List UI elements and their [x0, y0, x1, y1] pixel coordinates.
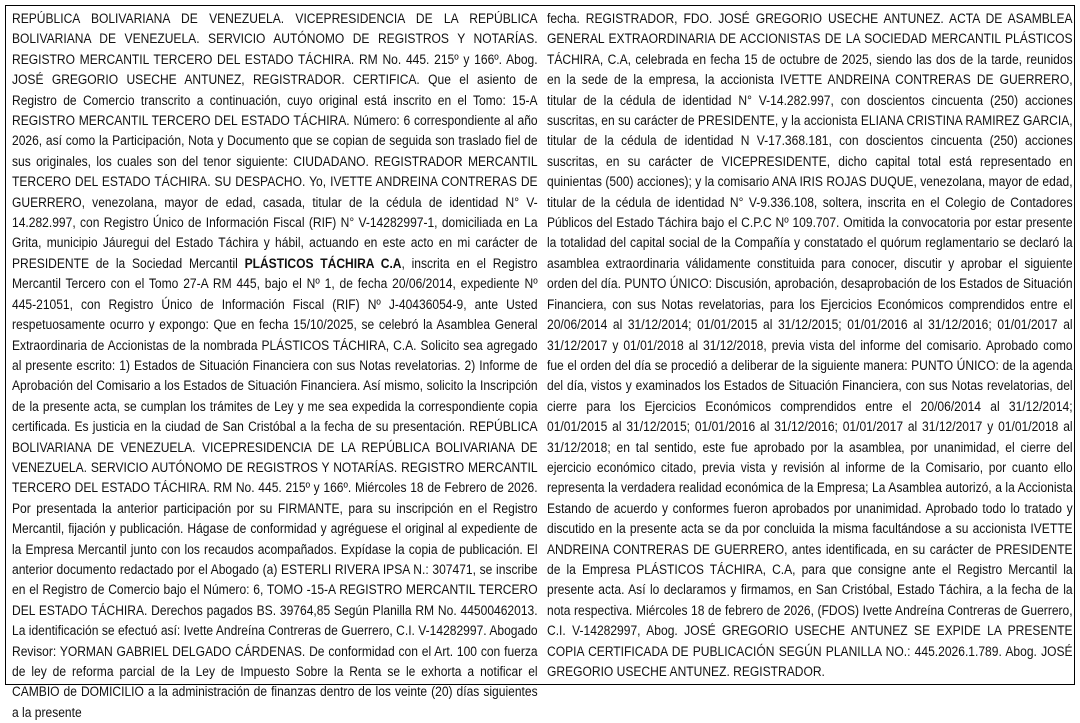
notice-right-column — [547, 9, 1073, 681]
left-column-paragraph — [12, 9, 538, 723]
left-text-part1: REPÚBLICA BOLIVARIANA DE VENEZUELA. VICEPRESIDENCIA DE LA REPÚBLICA BOLIVARIANA DE VENEZUELA. SERVICIO AUTÓNOMO DE REGISTROS Y NOTARÍAS. REGISTRO MERCANTIL TERCERO DEL ESTADO TÁCHIRA. RM No. 445. 215º y 166º. Abog. JOSÉ GREGORIO USECHE ANTUNEZ, REGISTRADOR. CERTIFICA. Que el asiento de Registro de Comercio transcrito a continuación, cuyo original está inscrito en el Tomo: 15-A REGISTRO MERCANTIL TERCERO DEL ESTADO TÁCHIRA. Número: 6 correspondiente al año 2026, así como la Participación, Nota y Documento que se copian de seguida son traslado fiel de sus originales, los cuales son del tenor siguiente: CIUDADANO. REGISTRADOR MERCANTIL TERCERO DEL ESTADO TÁCHIRA. SU DESPACHO. Yo, IVETTE ANDREINA CONTRERAS DE GUERRERO, venezolana, mayor de edad, casada, titular de la cédula de identidad N° V-14.282.997, con Registro Único de Información Fiscal (RIF) N° V-14282997-1, domiciliada en La Grita, municipio Jáuregui del Estado Táchira y hábil, actuando en este acto en mi carácter de PRESIDENTE de la Sociedad Mercantil — [12, 11, 538, 271]
notice-left-column — [12, 9, 538, 720]
legal-notice — [5, 5, 1075, 720]
company-name-bold: PLÁSTICOS TÁCHIRA C.A — [244, 255, 402, 271]
left-text-part2: , inscrita en el Registro Mercantil Tercero con el Tomo 27-A RM 445, bajo el Nº 1, de fecha 20/06/2014, expediente Nº 445-21051, con Registro Único de Información Fiscal (RIF) Nº J-40436054-9, ante Usted respetuosamente ocurro y expongo: Que en fecha 15/10/2025, se celebró la Asamblea General Extraordinaria de Accionistas de la nombrada PLÁSTICOS TÁCHIRA, C.A. Solicito sea agregado al presente escrito: 1) Estados de Situación Financiera con sus Notas revelatorias. 2) Informe de Aprobación del Comisario a los Estados de Situación Financiera. Así mismo, solicito la Inscripción de la presente acta, se cumplan los trámites de Ley y me sea expedida la correspondiente copia certificada. Es justicia en la ciudad de San Cristóbal a la fecha de su presentación. REPÚBLICA BOLIVARIANA DE VENEZUELA. VICEPRESIDENCIA DE LA REPÚBLICA BOLIVARIANA DE VENEZUELA. SERVICIO AUTÓNOMO DE REGISTROS Y NOTARÍAS. REGISTRO MERCANTIL TERCERO DEL ESTADO TÁCHIRA. RM No. 445. 215º y 166º. Miércoles 18 de Febrero de 2026. Por presentada la anterior participación por su FIRMANTE, para su inscripción en el Registro Mercantil, fijación y publicación. Hágase de conformidad y agréguese el original al expediente de la Empresa Mercantil junto con los recaudos acompañados. Expídase la copia de publicación. El anterior documento redactado por el Abogado (a) ESTERLI RIVERA IPSA N.: 307471, se inscribe en el Registro de Comercio bajo el Número: 6, TOMO -15-A REGISTRO MERCANTIL TERCERO DEL ESTADO TÁCHIRA. Derechos pagados BS. 39764,85 Según Planilla RM No. 44500462013. La identificación se efectuó así: Ivette Andreína Contreras de Guerrero, C.I. V-14282997. Abogado Revisor: YORMAN GABRIEL DELGADO CÁRDENAS. De conformidad con el Art. 100 con fuerza de ley de reforma parcial de la Ley de Impuesto Sobre la Renta se le exhorta a notificar el CAMBIO de DOMICILIO a la administración de finanzas dentro de los veinte (20) días siguientes a la presente — [12, 255, 538, 720]
right-column-paragraph: fecha. REGISTRADOR, FDO. JOSÉ GREGORIO USECHE ANTUNEZ. ACTA DE ASAMBLEA GENERAL EXTRAORDINARIA DE ACCIONISTAS DE LA SOCIEDAD MERCANTIL PLÁSTICOS TÁCHIRA, C.A, celebrada en fecha 15 de octubre de 2025, siendo las dos de la tarde, reunidos en la sede de la empresa, la accionista IVETTE ANDREINA CONTRERAS DE GUERRERO, titular de la cédula de identidad N° V-14.282.997, con doscientos cincuenta (250) acciones suscritas, en su carácter de PRESIDENTE, y la accionista ELIANA CRISTINA RAMIREZ GARCIA, titular de la cédula de identidad N V-17.368.181, con doscientos cincuenta (250) acciones suscritas, en su carácter de VICEPRESIDENTE, dicho capital total está representado en quinientas (500) acciones); y la comisario ANA IRIS ROJAS DUQUE, venezolana, mayor de edad, titular de la cédula de identidad N° V-9.336.108, soltera, inscrita en el Colegio de Contadores Públicos del Estado Táchira bajo el C.P.C Nº 109.707. Omitida la convocatoria por estar presente la totalidad del capital social de la Compañía y constatado el quórum reglamentario se declaró la asamblea extraordinaria válidamente constituida para conocer, discutir y aprobar el siguiente orden del día. PUNTO ÚNICO: Discusión, aprobación, desaprobación de los Estados de Situación Financiera, con sus Notas revelatorias, para los Ejercicios Económicos comprendidos entre el 20/06/2014 al 31/12/2014; 01/01/2015 al 31/12/2015; 01/01/2016 al 31/12/2016; 01/01/2017 al 31/12/2017 y 01/01/2018 al 31/12/2018, previa vista del informe del comisario. Aprobado como fue el orden del día se procedió a deliberar de la siguiente manera: PUNTO ÚNICO: de la agenda del día, vistos y examinados los Estados de Situación Financiera, con sus Notas revelatorias, del cierre para los Ejercicios Económicos comprendidos entre el 20/06/2014 al 31/12/2014; 01/01/2015 al 31/12/2015; 01/01/2016 al 31/12/2016; 01/01/2017 al 31/12/2017 y 01/01/2018 al 31/12/2018; en tal sentido, este fue aprobado por la asamblea, por unanimidad, el cierre del ejercicio económico citado, previa vista y revisión al informe de la Comisario, por cuanto ello representa la verdadera realidad económica de la Empresa; La Asamblea autorizó, a la Accionista Estando de acuerdo y conformes fueron aprobados por unanimidad. Aprobado todo lo tratado y discutido en la presente acta se da por concluida la misma facultándose a su accionista IVETTE ANDREINA CONTRERAS DE GUERRERO, antes identificada, en su carácter de PRESIDENTE de la Empresa PLÁSTICOS TÁCHIRA, C.A, para que consigne ante el Registro Mercantil la presente acta. Así lo declaramos y firmamos, en San Cristóbal, Estado Táchira, a la fecha de la nota respectiva. Miércoles 18 de febrero de 2026, (FDOS) Ivette Andreína Contreras de Guerrero, C.I. V-14282997, Abog. JOSÉ GREGORIO USECHE ANTUNEZ SE EXPIDE LA PRESENTE COPIA CERTIFICADA DE PUBLICACIÓN SEGÚN PLANILLA NO.: 445.2026.1.789. Abog. JOSÉ GREGORIO USECHE ANTUNEZ. REGISTRADOR. — [547, 11, 1073, 679]
